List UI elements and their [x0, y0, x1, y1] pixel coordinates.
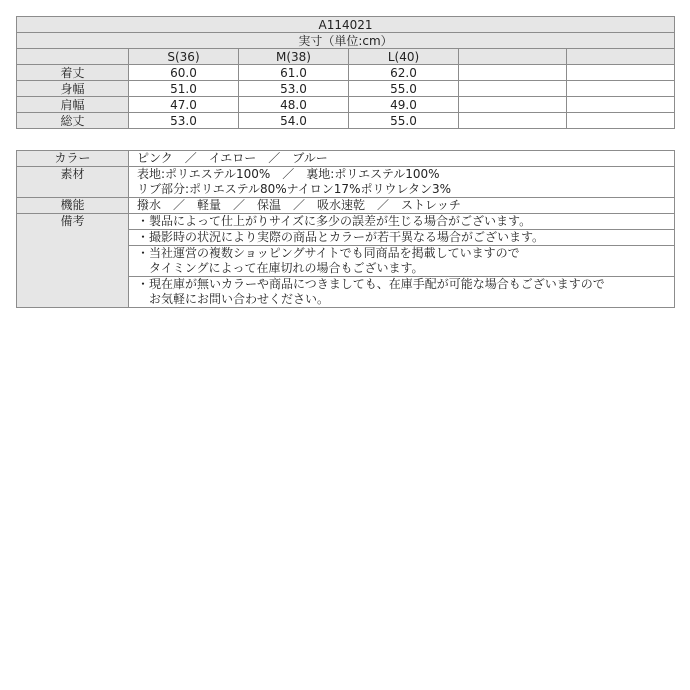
color-value — [129, 151, 675, 167]
note-item — [129, 277, 675, 308]
color-label: カラー — [17, 151, 129, 167]
measure-value: 49.0 — [349, 97, 459, 113]
product-code: A114021 — [17, 17, 675, 33]
measure-value: 60.0 — [129, 65, 239, 81]
measure-label: 肩幅 — [17, 97, 129, 113]
measure-label: 総丈 — [17, 113, 129, 129]
size-column-header: L(40) — [349, 49, 459, 65]
measure-label: 身幅 — [17, 81, 129, 97]
table-row — [17, 81, 675, 97]
table-row — [17, 97, 675, 113]
note-item — [129, 230, 675, 246]
measure-value: 51.0 — [129, 81, 239, 97]
material-line: リブ部分:ポリエステル80%ナイロン17%ポリウレタン3% — [137, 182, 452, 196]
spec-row-color — [17, 151, 675, 167]
measure-value: 54.0 — [239, 113, 349, 129]
notes-label: 備考 — [17, 214, 129, 308]
material-value — [129, 167, 675, 198]
measure-value — [459, 81, 567, 97]
function-label: 機能 — [17, 198, 129, 214]
note-item — [129, 246, 675, 277]
measure-value — [567, 113, 675, 129]
measure-value — [459, 65, 567, 81]
size-column-header: M(38) — [239, 49, 349, 65]
spec-row-material — [17, 167, 675, 198]
material-line: 表地:ポリエステル100% ／ 裏地:ポリエステル100% — [137, 167, 440, 181]
spec-table — [16, 150, 675, 308]
spec-row-notes — [17, 214, 675, 230]
size-column-header: S(36) — [129, 49, 239, 65]
function-value — [129, 198, 675, 214]
measure-value: 62.0 — [349, 65, 459, 81]
function-list: 撥水 ／ 軽量 ／ 保温 ／ 吸水速乾 ／ ストレッチ — [137, 198, 461, 212]
size-table — [16, 16, 675, 129]
measure-value — [567, 97, 675, 113]
material-label: 素材 — [17, 167, 129, 198]
note-item — [129, 214, 675, 230]
note-line: ・製品によって仕上がりサイズに多少の誤差が生じる場合がございます。 — [137, 214, 532, 228]
note-line: ・現在庫が無いカラーや商品につきましても、在庫手配が可能な場合もございますので — [137, 277, 605, 291]
table-row — [17, 65, 675, 81]
measure-value — [567, 81, 675, 97]
measure-value: 47.0 — [129, 97, 239, 113]
measure-value: 55.0 — [349, 113, 459, 129]
note-line: お気軽にお問い合わせください。 — [137, 292, 330, 306]
spec-row-function — [17, 198, 675, 214]
size-header-row — [17, 49, 675, 65]
measure-value — [459, 97, 567, 113]
note-line: タイミングによって在庫切れの場合もございます。 — [137, 261, 424, 275]
measure-value: 48.0 — [239, 97, 349, 113]
measure-value: 55.0 — [349, 81, 459, 97]
measure-value: 53.0 — [239, 81, 349, 97]
measure-value: 61.0 — [239, 65, 349, 81]
header-corner — [17, 49, 129, 65]
table-row — [17, 113, 675, 129]
size-column-header — [459, 49, 567, 65]
measure-value — [567, 65, 675, 81]
size-table-subtitle: 実寸（単位:cm） — [17, 33, 675, 49]
note-line: ・撮影時の状況により実際の商品とカラーが若干異なる場合がございます。 — [137, 230, 545, 244]
measure-value: 53.0 — [129, 113, 239, 129]
size-column-header — [567, 49, 675, 65]
note-line: ・当社運営の複数ショッピングサイトでも同商品を掲載していますので — [137, 246, 520, 260]
measure-value — [459, 113, 567, 129]
color-options: ピンク ／ イエロー ／ ブルー — [137, 151, 328, 165]
measure-label: 着丈 — [17, 65, 129, 81]
